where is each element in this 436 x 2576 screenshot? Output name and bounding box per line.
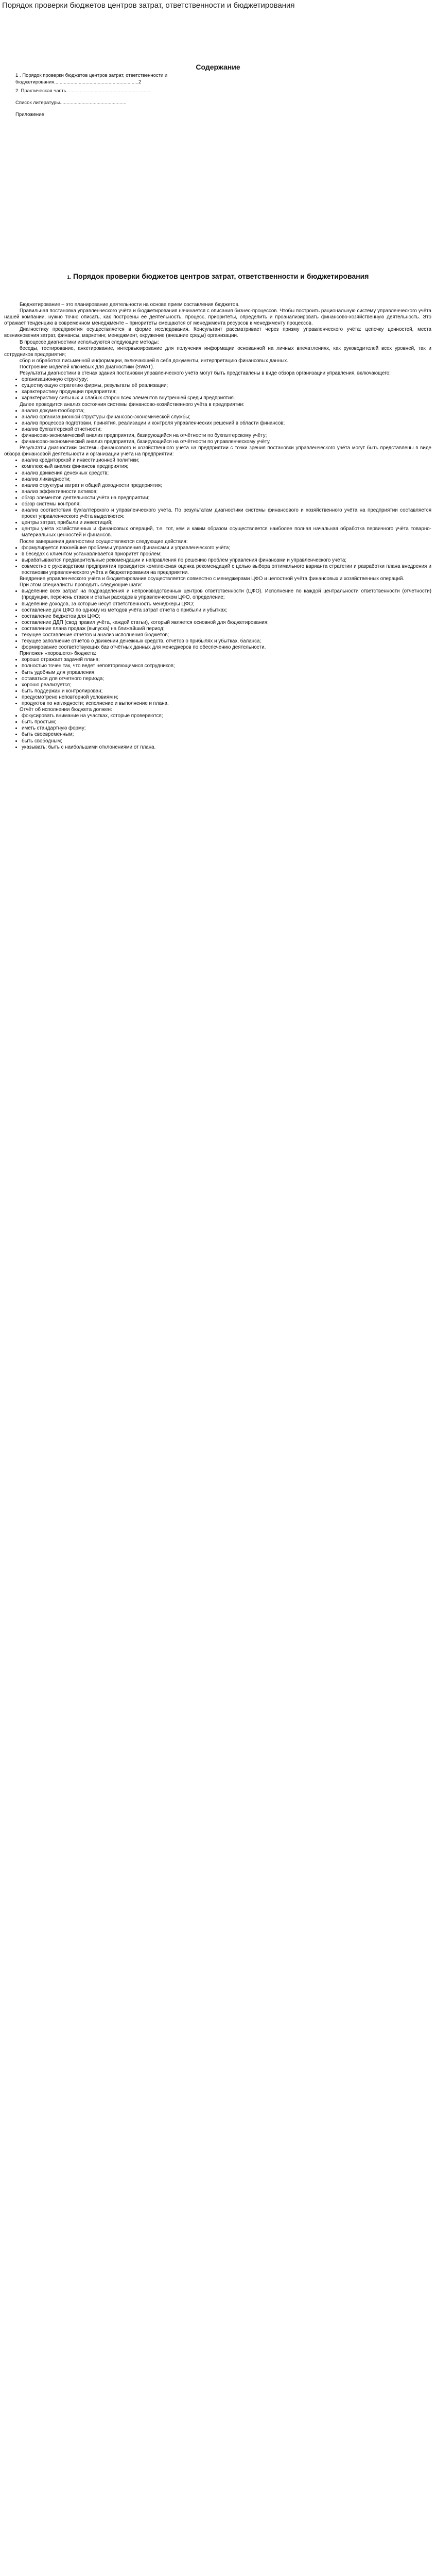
list-item: • анализ эффективности активов; (22, 489, 431, 495)
toc-item[interactable]: Приложение (15, 112, 44, 117)
list-item: • обзор системы контроля; (22, 501, 431, 507)
paragraph: Внедрение управленческого учёта и бюджетирования осуществляется совместно с менеджерами ЦФО и целостной учёта финансовых и хозяйственных операций. (20, 576, 405, 582)
list-item: • быть простым; (22, 719, 431, 725)
list-item: • в беседах с клиентом устанавливается приоритет проблем; (22, 551, 431, 557)
list-item: • существующую стратегию фирмы, результаты её реализации; (22, 383, 431, 389)
list-item: • указывать; быть с наибольшими отклонениями от плана. (22, 744, 431, 751)
paragraph: Диагностику предприятия осуществляется в форме исследования. Консультант рассматривает через призму управленческого учёта: цепочку ценностей, места возникновения затрат, финансы, маркетинг, менеджмент, окружение (внешние среды) организации. (4, 327, 431, 339)
document-title: Порядок проверки бюджетов центров затрат, ответственности и бюджетирования (2, 1, 295, 10)
list-item: • фокусировать внимание на участках, которые проверяются; (22, 713, 431, 719)
list-item: • хорошо реализуется; (22, 682, 431, 688)
list-item: • составление плана продаж (выпуска) на ближайший период; (22, 626, 431, 632)
list-item: • полностью точен так, что ведет неповторяющимися сотрудников; (22, 663, 431, 669)
list-item: • предусмотрено неповторной условиям и; (22, 694, 431, 701)
list-item: • анализ структуры затрат и общей доходности предприятия; (22, 483, 431, 489)
toc-item[interactable]: бюджетирования..............................................................2 (15, 79, 142, 85)
bullet-list (4, 408, 431, 446)
section-1-heading: 1. Порядок проверки бюджетов центров затрат, ответственности и бюджетирования (67, 272, 369, 280)
list-item: • финансово-экономический анализ предприятия, базирующийся на отчётности по бухгалтерскому учёту; (22, 433, 431, 439)
list-item: • характеристику сильных и слабых сторон всех элементов внутренней среды предприятия. (22, 395, 431, 401)
bullet-list (4, 457, 431, 538)
list-item: • анализ бухгалтерской отчетности; (22, 427, 431, 433)
paragraph: Далее проводится анализ состояния системы финансово-хозяйственного учёта в предприятии: (20, 401, 245, 408)
toc-item[interactable]: Список литературы................................................. (15, 100, 127, 106)
bullet-list (4, 588, 431, 651)
list-item: • формулируется важнейшие проблемы управления финансами и управленческого учёта; (22, 545, 431, 551)
list-item: • составление ДДП (свод правил учёта, каждой статьи), который является основной для бюджетирования; (22, 620, 431, 626)
paragraph: Приложен «хорошего» бюджета: (20, 651, 96, 657)
bullet-list (4, 657, 431, 707)
list-item: • иметь стандартную форму; (22, 725, 431, 732)
list-item: • центры учёта хозяйственных и финансовых операций, т.е. тот, кем и каким образом осуществляется наиболее полная начальная обработка первичного учёта товарно-материальных ценностей и финансов. (22, 526, 431, 538)
list-item: • анализ документооборота; (22, 408, 431, 414)
list-item: • быть своевременным; (22, 732, 431, 738)
list-item: • быть свободным; (22, 738, 431, 744)
list-item: • совместно с руководством предприятия проводится комплексная оценка рекомендаций с целью выбора оптимального варианта стратегии и разработки плана внедрения и постановки управленческого учёта и бюджетирования на предприятии. (22, 564, 431, 576)
list-item: • составление бюджетов для ЦФО; (22, 614, 431, 620)
list-item: • текущее заполнение отчётов о движении денежных средств, отчётов о прибылях и убытках, баланса; (22, 638, 431, 645)
list-item: • центры затрат, прибыли и инвестиций; (22, 520, 431, 526)
list-item: • выделение доходов, за которые несут ответственность менеджеры ЦФО; (22, 601, 431, 607)
list-item: • анализ кредиторской и инвестиционной политики; (22, 457, 431, 464)
list-item: • продуктов по наглядности; исполнение и выполнение и плана. (22, 701, 431, 707)
list-item: • быть поддержан и контролирован; (22, 688, 431, 694)
bullet-list (4, 377, 431, 401)
toc-item[interactable]: 2. Практическая часть.............................................................. (15, 88, 151, 94)
toc-heading: Содержание (196, 63, 240, 71)
list-item: • финансово-экономический анализ предприятия, базирующийся на отчётности по управленческому учёту. (22, 439, 431, 445)
list-item: • выделение всех затрат на подразделения и непроизводственных центров ответственности (ЦФО). Исполнение по каждой центральности ответственности (отчетности) (продукции, перечень ставок и статьи расходов в управленческом ЦФО, определение; (22, 588, 431, 601)
list-item: • хорошо отражает задачей плана; (22, 657, 431, 663)
section-1-heading-text: Порядок проверки бюджетов центров затрат, ответственности и бюджетирования (73, 272, 369, 280)
paragraph: После завершения диагностики осуществляются следующие действия: (20, 538, 188, 545)
paragraph: Отчёт об исполнении бюджета должен: (20, 707, 112, 713)
paragraph: Правильная постановка управленческого учёта и бюджетирования начинается с описания бизнес-процессов. Чтобы построить рациональную систему управленческого учёта нашей компании, нужно точно описать, как построены её деятельность, процесс, приоритеты, определить и проанализировать финансово-хозяйственную деятельность. Это отражает тенденцию в современном менеджменте – приоритеты смещаются от менеджмента ресурсов к менеджменту процессов. (4, 308, 431, 327)
list-item: • текущее составление отчётов и анализ исполнения бюджетов; (22, 632, 431, 638)
list-item: • организационную структуру; (22, 377, 431, 383)
paragraph: Бюджетирование – это планирование деятельности на основе прием составления бюджетов. (20, 302, 240, 308)
list-item: • обзор элементов деятельности учёта на предприятии; (22, 495, 431, 501)
paragraph: Результаты диагностики в стенах здания постановки управленческого учёта могут быть представлены в виде обзора организации управления, включающего: (20, 370, 391, 377)
list-item: • оставаться для отчетного периода; (22, 676, 431, 682)
table-of-contents (15, 72, 283, 118)
paragraph: В процессе диагностики используются следующие методы: (20, 339, 159, 345)
paragraph: Результаты диагностики системы финансового и хозяйственного учёта на предприятии с точки зрения постановки управленческого учёта могут быть представлены в виде обзора финансовой деятельности и организации учёта на предприятии: (4, 445, 431, 457)
list-item: • характеристику продукции предприятия; (22, 389, 431, 395)
list-item: • анализ соответствия бухгалтерского и управленческого учёта. По результатам диагностики системы финансового и хозяйственного учёта на предприятии составляется проект управленческого учёта выделяются: (22, 507, 431, 520)
list-item: • составление для ЦФО по одному из методов учёта затрат отчёта о прибыли и убытках; (22, 607, 431, 614)
list-item: • формирование соответствующих баз отчётных данных для менеджеров по обеспечению деятельности. (22, 645, 431, 651)
list-item: • вырабатываются предварительные рекомендации и направления по решению проблем управления финансами и управленческого учёта; (22, 557, 431, 564)
bullet-list (4, 545, 431, 576)
list-item: • анализ движения денежных средств; (22, 470, 431, 477)
section-1-body (4, 302, 431, 751)
list-item: • быть удобным для управления; (22, 670, 431, 676)
list-item: • анализ процессов подготовки, принятия, реализации и контроля управленческих решений в области финансов; (22, 420, 431, 427)
paragraph: При этом специалисты проводить следующие шаги: (20, 582, 142, 588)
list-item: • комплексный анализ финансов предприятия; (22, 464, 431, 470)
paragraph: беседы, тестирование, анкетирование, интервьюирование для получения информации основанной на личных впечатлениях, как руководителей всех уровней, так и сотрудников предприятия; (4, 345, 431, 358)
paragraph: сбор и обработка письменной информации, включающей в себя документы, интерпретацию финансовых данных. (20, 358, 288, 364)
list-item: • анализ организационной структуры финансово-экономической службы; (22, 414, 431, 420)
paragraph: Построение моделей ключевых для диагностики (SWAT). (20, 364, 154, 370)
list-item: • анализ ликвидности; (22, 477, 431, 483)
bullet-list (4, 713, 431, 751)
toc-item[interactable]: 1 . Порядок проверки бюджетов центров затрат, ответственности и (15, 73, 168, 78)
